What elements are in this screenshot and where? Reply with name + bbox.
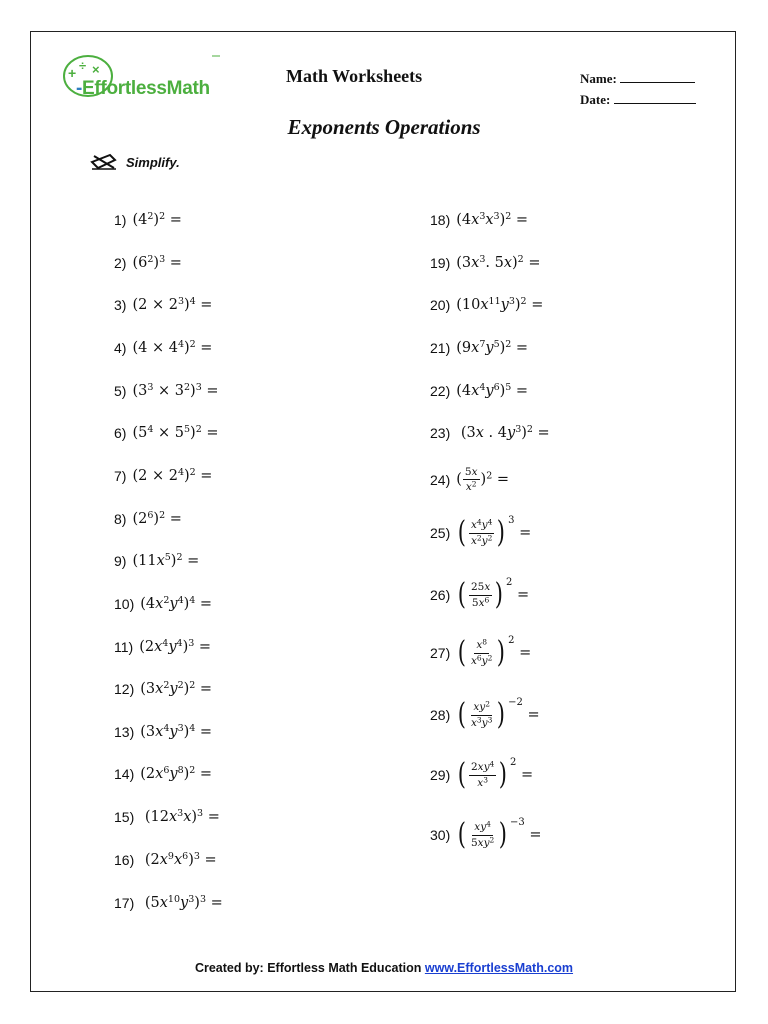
problem-19: 19) ($3x^3$. 5x)$^2$ =	[430, 253, 541, 271]
problem-28: 28) ( $\frac{xy^2}{x^3y^3}$ ) $^{-2}$ =	[430, 697, 540, 732]
problem-17: 17) $(5x^{10}y^3)^3$ =	[114, 893, 223, 911]
problem-13: 13) $(3x^4y^3)^4$ =	[114, 722, 213, 740]
problem-2: 2) $(6^2)^3$ =	[114, 253, 182, 271]
pencil-icon	[90, 152, 118, 172]
problem-10: 10) $(4x^2y^4)^4$ =	[114, 594, 213, 612]
instruction	[90, 152, 180, 172]
problem-11: 11) $(2x^4y^4)^3$ =	[114, 637, 212, 655]
name-field: Name:	[580, 71, 695, 87]
problem-21: 21) $(9x^7y^5)^2$ =	[430, 338, 529, 356]
problem-14: 14) $(2x^6y^8)^2$ =	[114, 764, 213, 782]
footer-link[interactable]: www.EffortlessMath.com	[424, 961, 574, 975]
problem-26: 26) ( $\frac{25x}{5x^6}$ ) $^2$ =	[430, 577, 530, 612]
instruction-text: Simplify.	[126, 154, 180, 170]
problem-7: 7) $(2 \times 2^4)^2$ =	[114, 466, 213, 484]
problem-5: 5) $(3^3 \times 3^2)^3$ =	[114, 381, 219, 399]
problem-16: 16) $(2x^9x^6)^3$ =	[114, 850, 217, 868]
problem-12: 12) $(3x^2y^2)^2$ =	[114, 679, 213, 697]
problem-18: 18) $(4x^3x^3)^2$ =	[430, 210, 529, 228]
problem-20: 20) $(10x^{11}y^3)^2$ =	[430, 295, 544, 313]
problem-6: 6) $(5^4 \times 5^5)^2$ =	[114, 423, 219, 441]
problem-29: 29) ( $\frac{2xy^4}{x^3}$ ) $^2$ =	[430, 757, 534, 792]
svg-text:×: ×	[92, 62, 100, 77]
problem-1: 1) $(4^2)^2$ =	[114, 210, 182, 228]
problem-25: 25) ( $\frac{x^4y^4}{x^2y^2}$ ) $^3$ =	[430, 515, 532, 550]
problem-4: 4) $(4 \times 4^4)^2$ =	[114, 338, 213, 356]
svg-text:÷: ÷	[79, 58, 87, 73]
page-title: Exponents Operations	[287, 115, 481, 139]
problem-8: 8) $(2^6)^2$ =	[114, 509, 182, 527]
date-field: Date:	[580, 92, 696, 108]
problem-24: 24) ( $\frac{5x}{x^2}$ )$^2$ =	[430, 466, 509, 494]
footer-credit: Created by: Effortless Math Education	[194, 961, 425, 975]
problem-9: 9) $(11x^5)^2$ =	[114, 551, 200, 569]
header-title: Math Worksheets	[286, 66, 423, 86]
problem-23: 23) (3x . $4y^3)^2$ =	[430, 423, 550, 441]
problem-27: 27) ( $\frac{x^8}{x^6y^2}$ ) $^2$ =	[430, 635, 532, 670]
logo-text: -EffortlessMath	[76, 78, 210, 99]
problem-22: 22) $(4x^4y^6)^5$ =	[430, 381, 529, 399]
problem-30: 30) ( $\frac{xy^4}{5xy^2}$ ) $^{-3}$ =	[430, 817, 542, 852]
footer	[0, 961, 768, 975]
svg-text:+: +	[68, 65, 77, 81]
problem-3: 3) $(2 \times 2^3)^4$ =	[114, 295, 213, 313]
problem-15: 15) $(12x^3x)^3$ =	[114, 807, 220, 825]
